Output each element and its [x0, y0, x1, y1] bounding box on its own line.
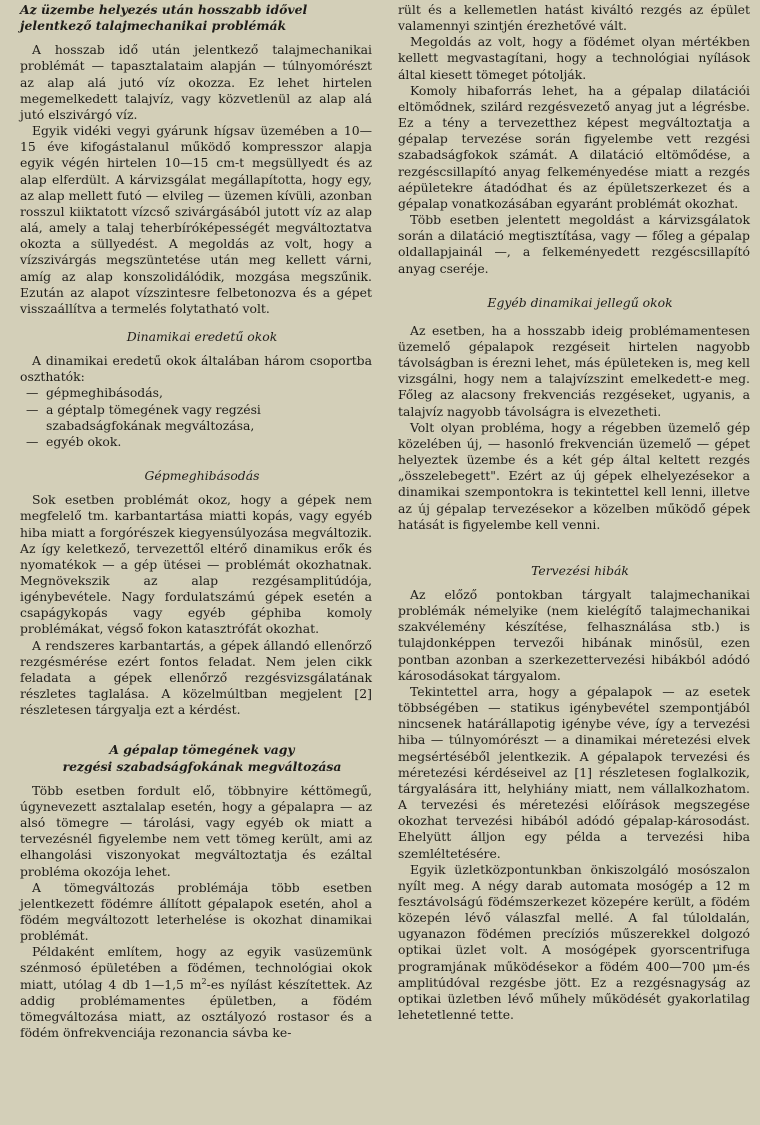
section-heading-tervezesi: Tervezési hibák	[531, 562, 629, 578]
paragraph: Sok esetben problémát okoz, hogy a gépek nem megfelelő tm. karbantartása miatti kopás, vagy egyéb hiba miatt a forgórészek kiegyensúlyozása megváltozik. Az így keletkező, tervezettől eltérő dinamikus erők és nyomatékok — a gép ütései — problémát okozhatnak. Megnövekszik az alap rezgésamplitúdója, igénybevétele. Nagy fordulatszámú gépek esetén a csapágykopás vagy egyéb géphiba komoly problémákat, végső fokon katasztrófát okozhat.	[20, 492, 372, 637]
paragraph: Egyik üzletközpontunkban önkiszolgáló mosószalon nyílt meg. A négy darab automata mosógép a 12 m fesztávolságú födémszerkezet közepére került, a födém közepén lévő válaszfal mellé. A fal túloldalán, ugyanazon födémen precíziós műszerekkel dolgozó optikai üzlet volt. A mosógépek gyorscentrifuga programjának működésekor a födém 400—700 μm-és amplitúdóval rezgésbe jött. Ez a rezgésnagyság az optikai üzletben lévő műhely működését gyakorlatilag lehetetlenné tette.	[398, 861, 750, 1023]
dash-bullet: —	[26, 401, 39, 417]
paragraph: Megoldás az volt, hogy a födémet olyan mértékben kellett megvastagítani, hogy a technológiai nyílások által kiesett tömeget pótolják.	[398, 34, 750, 82]
paragraph: Egyik vidéki vegyi gyárunk hígsav üzemében a 10—15 éve kifogástalanul működő kompresszor alapja egyik végén hirtelen 10—15 cm-t megsüllyedt és az alap elferdült. A kárvizsgálat megállapította, hogy egy, az alap mellett futó — elvileg — üzemen kívüli, azonban rosszul kiiktatott vízcső szivárgásából jutott víz az alap alá, amely a talaj teherbíróképességét megváltoztatva okozta a süllyedést. A megoldás az volt, hogy a vízszivárgás megszüntetése után meg kellett várni, amíg az alap konszolidálódik, mozgása megszűnik. Ezután az alapot vízszintesre felbetonozva és a gépet visszaállítva a termelés folytatható volt.	[20, 123, 372, 316]
paragraph: A tömegváltozás problémája több esetben jelentkezett födémre állított gépalapok esetén, ahol a födém megváltozott leterhelése is okozhat dinamikai problémát.	[20, 879, 372, 944]
paragraph: Az esetben, ha a hosszabb ideig problémamentesen üzemelő gépalapok rezgéseit hirtelen nagyobb távolságban is érezni lehet, más épületeken is, meg kell vizsgálni, hogy nem a talajvízszint emelkedett-e meg. Főleg az alacsony frekvenciás rezgéseket, ugyanis, a talajvíz nagyobb távolságra is elvezetheti.	[398, 322, 750, 419]
paragraph: A rendszeres karbantartás, a gépek állandó ellenőrző rezgésmérése ezért fontos feladat. Nem jelen cikk feladata a gépek ellenőrző rezgésvizsgálatának részletes taglalása. A közelmúltban megjelent [2] részletesen tárgyalja ezt a kérdést.	[20, 637, 372, 718]
paragraph-text: Példaként említem, hogy az egyik vasüzemünk szénmosó épületében a födémen, technológiai okok miatt, utólag 4 db 1—1,5 m	[20, 944, 372, 992]
paragraph: Tekintettel arra, hogy a gépalapok — az esetek többségében — statikus igénybevétel szempontjából nincsenek határállapotig igénybe véve, így a tervezési hiba — túlnyomórészt — a dinamikai méretezési elvek megsértéséből jelentkezik. A gépalapok tervezési és méretezési kérdéseivel az [1] részletesen foglalkozik, tárgyalására itt, helyhiány miatt, nem vállalkozhatom. A tervezési és méretezési előírások megszegése okozhat tervezési hibából adódó gépalap-károsodást. Ehelyütt álljon egy példa a tervezési hiba szemléltetésére.	[398, 683, 750, 861]
superscript: 2	[201, 976, 207, 986]
section-heading-gepalap-line2: rezgési szabadságfokának megváltozása	[62, 758, 342, 774]
paragraph: A hosszab idő után jelentkező talajmechanikai problémát — tapasztalataim alapján — túlnyomórészt az alap alá jutó víz okozza. Ez lehet hirtelen megemelkedett talajvíz, vagy közvetlenül az alap alá jutó elszivárgó víz.	[20, 42, 372, 122]
section-heading-gepmeghibasodas: Gépmeghibásodás	[144, 468, 260, 484]
paragraph: Az előző pontokban tárgyalt talajmechanikai problémák némelyike (nem kielégítő talajmechanikai szakvélemény készítése, felhasználása stb.) is tulajdonképpen tervezői hibának minősül, ezen pontban azonban a szerkezettervezési hibákból adódó károsodásokat tárgyalom.	[398, 587, 750, 683]
paragraph: Volt olyan probléma, hogy a régebben üzemelő gép közelében új, — hasonló frekvencián üzemelő — gépet helyeztek üzembe és a két gép által keltett rezgés „összelebegett". Ezért az új gépek elhelyezésekor a dinamikai szempontokra is tekintettel kell lenni, illetve az új gépalap tervezésekor a közelben működő gépek hatását is figyelembe kell venni.	[398, 419, 750, 532]
section-heading-gepalap-line1: A gépalap tömegének vagy	[109, 742, 295, 758]
dash-bullet: —	[26, 433, 39, 449]
cause-list	[20, 385, 372, 450]
list-item-text: egyéb okok.	[46, 433, 122, 449]
section-heading-talajmechanikai: Az üzembe helyezés után hosszabb idővel jelentkező talajmechanikai problémák	[20, 2, 308, 34]
paragraph: A dinamikai eredetű okok általában három csoportba oszthatók:	[20, 353, 372, 385]
paragraph	[20, 944, 372, 1041]
list-item	[20, 434, 372, 450]
list-item-text: a géptalp tömegének vagy regzési szabadságfokának megváltozása,	[46, 401, 261, 433]
paragraph: Több esetben jelentett megoldást a kárvizsgálatok során a dilatáció megtisztítása, vagy — főleg a gépalap oldallapjainál —, a felkeményedett rezgéscsillapító anyag cseréje.	[398, 212, 750, 276]
section-heading-dinamikai: Dinamikai eredetű okok	[126, 328, 278, 344]
paragraph: Több esetben fordult elő, többnyire kéttömegű, úgynevezett asztalalap esetén, hogy a gépalapra — az alsó tömegre — tárolási, vagy egyéb ok miatt a tervezésnél figyelembe nem vett tömeg került, ami az elhangolási viszonyokat megváltoztatja és ezáltal probléma okozója lehet.	[20, 782, 372, 879]
dash-bullet: —	[26, 385, 39, 401]
section-heading-egyeb: Egyéb dinamikai jellegű okok	[487, 294, 673, 310]
list-item	[20, 402, 372, 434]
right-column	[398, 2, 750, 1023]
paragraph: Komoly hibaforrás lehet, ha a gépalap dilatációi eltömődnek, szilárd rezgésvezető anyag jut a légrésbe. Ez a tény a tervezetthez képest megváltoztatja a gépalap tervezése során figyelembe vett rezgési szabadságfokok számát. A dilatáció eltömődése, a rezgéscsillapító anyag felkeményedése miatt a rezgés aépületekre átadódhat és az épületszerkezet és a gépalap vonatkozásában egyaránt problémát okozhat.	[398, 82, 750, 211]
paragraph-text: -es nyílást készítettek. Az addig problémamentes épületben, a födém tömegváltozása miatt, az osztályozó rostasor és a födém önfrekvenciája rezonancia sávba ke-	[20, 976, 372, 1041]
left-column	[20, 2, 372, 1041]
list-item	[20, 385, 372, 401]
paragraph: rült és a kellemetlen hatást kiváltó rezgés az épület valamennyi szintjén érezhetővé vált.	[398, 2, 750, 34]
list-item-text: gépmeghibásodás,	[46, 385, 163, 401]
